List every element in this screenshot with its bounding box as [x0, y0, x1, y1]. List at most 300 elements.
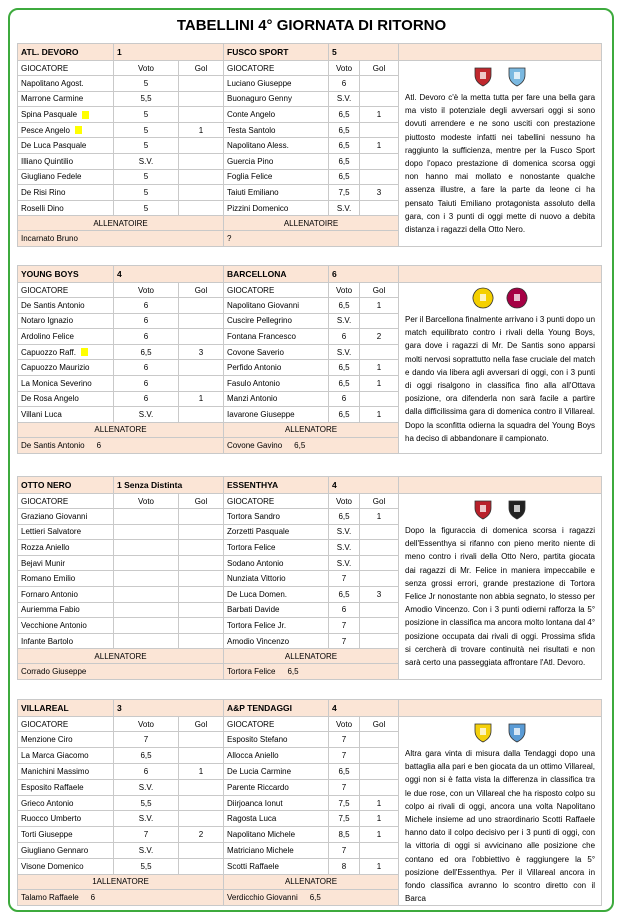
highlight-marker [82, 111, 89, 119]
away-player-vote: 7 [329, 843, 360, 859]
away-player-goals [360, 602, 399, 618]
home-player-name: Esposito Raffaele [18, 779, 114, 795]
home-player-goals [179, 76, 224, 92]
vote-col-header: Voto [114, 283, 179, 298]
match-table [17, 699, 602, 906]
home-player-vote [114, 571, 179, 587]
away-player-name: Cuscire Pellegrino [224, 313, 329, 329]
away-player-goals: 1 [360, 509, 399, 525]
home-player-name: Romano Emilio [18, 571, 114, 587]
team-header-row [18, 44, 602, 61]
away-player-goals: 3 [360, 586, 399, 602]
away-player-vote: 7 [329, 748, 360, 764]
page-title: TABELLINI 4° GIORNATA DI RITORNO [176, 17, 447, 34]
away-player-vote: 6,5 [329, 586, 360, 602]
away-player-name: Nunziata Vittorio [224, 571, 329, 587]
away-coach-label: ALLENATORE [224, 874, 399, 889]
highlight-marker [75, 126, 82, 134]
away-player-name: Sodano Antonio [224, 555, 329, 571]
home-player-vote [114, 586, 179, 602]
home-player-vote [114, 555, 179, 571]
home-player-vote: 6 [114, 329, 179, 345]
away-player-goals [360, 91, 399, 107]
team-header-row [18, 700, 602, 717]
home-coach-cell [18, 437, 224, 453]
away-player-vote: 7,5 [329, 795, 360, 811]
away-player-name: Matriciano Michele [224, 843, 329, 859]
home-player-vote: 6 [114, 360, 179, 376]
away-player-name: Testa Santolo [224, 122, 329, 138]
away-player-goals: 1 [360, 858, 399, 874]
home-player-goals [179, 107, 224, 123]
home-player-name: Rozza Aniello [18, 540, 114, 556]
away-player-vote: 6,5 [329, 360, 360, 376]
away-player-name: De Lucia Carmine [224, 763, 329, 779]
home-player-name: La Marca Giacomo [18, 748, 114, 764]
away-player-goals: 1 [360, 298, 399, 314]
goal-col-header: Gol [360, 717, 399, 732]
home-player-goals [179, 138, 224, 154]
away-player-name: Napolitano Giovanni [224, 298, 329, 314]
away-player-name: Tortora Sandro [224, 509, 329, 525]
home-player-goals [179, 91, 224, 107]
home-coach-name: Incarnato Bruno [21, 234, 78, 244]
column-header-row [18, 717, 602, 732]
home-player-name: De Santis Antonio [18, 298, 114, 314]
home-player-vote [114, 509, 179, 525]
home-coach-vote: 6 [96, 440, 102, 450]
match-table [17, 43, 602, 247]
home-coach-vote: 6 [90, 893, 96, 903]
home-player-vote: 6 [114, 763, 179, 779]
team-header-row [18, 477, 602, 494]
away-player-name: Pizzini Domenico [224, 200, 329, 216]
home-player-goals: 3 [179, 344, 224, 360]
away-player-name: Covone Saverio [224, 344, 329, 360]
home-team-score: 4 [114, 266, 224, 283]
away-coach-name: Verdicchio Giovanni [227, 893, 298, 903]
home-player-goals [179, 200, 224, 216]
home-coach-label: ALLENATOIRE [18, 216, 224, 231]
away-coach-vote: 6,5 [309, 893, 321, 903]
away-player-goals [360, 618, 399, 634]
away-player-vote: 7 [329, 633, 360, 649]
away-player-vote: 6 [329, 329, 360, 345]
away-player-vote: 7,5 [329, 811, 360, 827]
away-player-goals [360, 524, 399, 540]
home-player-goals [179, 329, 224, 345]
home-player-name: Manichini Massimo [18, 763, 114, 779]
away-player-vote: 7,5 [329, 185, 360, 201]
away-coach-cell [224, 437, 399, 453]
home-player-vote: S.V. [114, 843, 179, 859]
home-player-name: Spina Pasquale [21, 109, 78, 119]
away-player-goals: 1 [360, 138, 399, 154]
away-player-vote: 6,5 [329, 169, 360, 185]
away-coach-name: Tortora Felice [227, 667, 276, 677]
away-player-vote: 6,5 [329, 509, 360, 525]
home-player-goals: 2 [179, 827, 224, 843]
home-player-vote [114, 618, 179, 634]
away-player-name: Scotti Raffaele [224, 858, 329, 874]
home-player-vote: 5 [114, 107, 179, 123]
home-player-vote: 6,5 [114, 748, 179, 764]
away-player-vote: S.V. [329, 344, 360, 360]
goal-col-header: Gol [360, 61, 399, 76]
home-player-goals [179, 313, 224, 329]
home-player-vote: 6 [114, 375, 179, 391]
away-player-name: Guercia Pino [224, 153, 329, 169]
away-player-goals [360, 153, 399, 169]
header-blank [399, 700, 602, 717]
away-player-goals: 3 [360, 185, 399, 201]
away-team-name: BARCELLONA [224, 266, 329, 283]
home-player-name: Capuozzo Maurizio [18, 360, 114, 376]
home-coach-cell [18, 664, 224, 680]
home-player-name: Infante Bartolo [18, 633, 114, 649]
home-player-name: Ruocco Umberto [18, 811, 114, 827]
home-team-score: 1 [114, 44, 224, 61]
player-col-header: GIOCATORE [224, 283, 329, 298]
home-player-vote: S.V. [114, 407, 179, 423]
player-col-header: GIOCATORE [224, 717, 329, 732]
home-player-goals [179, 540, 224, 556]
home-coach-label: 1ALLENATORE [18, 874, 224, 889]
home-player-vote [114, 540, 179, 556]
away-player-name: Tortora Felice Jr. [224, 618, 329, 634]
away-player-vote: S.V. [329, 555, 360, 571]
home-player-name: La Monica Severino [18, 375, 114, 391]
away-player-goals: 1 [360, 407, 399, 423]
home-team-name: VILLAREAL [18, 700, 114, 717]
away-player-name: Manzi Antonio [224, 391, 329, 407]
home-player-goals [179, 555, 224, 571]
home-player-goals: 1 [179, 763, 224, 779]
match-narrative-text: Altra gara vinta di misura dalla Tendaggi dopo una battaglia alla pari e ben giocata da un ottimo Villareal, oggi non si è fatta vista la differenza in classifica tra le due rose, con un Villareal che ha risposto colpo su colpo ai rivali di oggi, ancora una volta Napolitano Michele insieme ad uno straordinario Scotti Raffaele hanno dato il colpo decisivo per i 3 punti di oggi, con la vittoria di oggi si avvicinano alle posizione che contano ed ora l'obbiettivo è raggiungere la 5° posizione dell'Essenthya. Per il Villareal ancora in fondo classifica avranno lo scontro diretto con il Barca [405, 749, 596, 904]
home-player-name: Ardolino Felice [18, 329, 114, 345]
vote-col-header: Voto [329, 283, 360, 298]
away-player-goals [360, 843, 399, 859]
home-player-name: Capuozzo Raff. [21, 347, 76, 357]
home-player-name: Marrone Carmine [18, 91, 114, 107]
match-narrative-cell [399, 717, 602, 906]
home-player-name: Bejavi Munir [18, 555, 114, 571]
home-player-goals [179, 169, 224, 185]
away-player-vote: 7 [329, 732, 360, 748]
home-player-name: De Risi Rino [18, 185, 114, 201]
home-player-cell [18, 107, 114, 123]
match-narrative-text: Atl. Devoro c'è la metta tutta per fare una bella gara ma visto il potenziale degli avversari oggi si sono dovuti arrendere e ne sono usciti con prestazione piuttosto modeste infatti nei tabellini nessuno ha raggiunto la sufficienza, mentre per la Fusco Sport dopo l'opaco prestazione di domenica scorsa oggi non hanno mai mollato e nonostante qualche assenza illustre, a fare la parte da leone ci ha pensato Taiuti Emiliano protagonista assoluto della gara, con i 3 punti di oggi mette di nuovo a debita distanza i ragazzi della Otto Nero. [405, 93, 596, 235]
home-player-goals [179, 153, 224, 169]
home-player-name: Torti Giuseppe [18, 827, 114, 843]
player-col-header: GIOCATORE [18, 283, 114, 298]
away-player-vote: S.V. [329, 540, 360, 556]
away-player-goals [360, 633, 399, 649]
column-header-row [18, 283, 602, 298]
away-player-vote: 6,5 [329, 153, 360, 169]
home-coach-name: Corrado Giuseppe [21, 667, 87, 677]
away-team-score: 6 [329, 266, 399, 283]
home-player-name: Vecchione Antonio [18, 618, 114, 634]
away-player-name: Conte Angelo [224, 107, 329, 123]
away-player-name: Diirjoanca Ionut [224, 795, 329, 811]
home-coach-label: ALLENATORE [18, 422, 224, 437]
away-coach-vote: 6,5 [294, 440, 306, 450]
away-player-vote: 6,5 [329, 122, 360, 138]
away-team-logo-icon [506, 287, 528, 309]
player-col-header: GIOCATORE [18, 717, 114, 732]
home-player-goals [179, 185, 224, 201]
away-player-name: Amodio Vincenzo [224, 633, 329, 649]
away-player-goals: 1 [360, 360, 399, 376]
away-player-vote: 6,5 [329, 763, 360, 779]
team-logos [405, 287, 595, 311]
vote-col-header: Voto [114, 494, 179, 509]
away-player-goals [360, 313, 399, 329]
column-header-row [18, 494, 602, 509]
away-player-vote: 6,5 [329, 138, 360, 154]
home-player-vote: 5 [114, 200, 179, 216]
match-narrative-cell [399, 283, 602, 454]
home-player-vote: 5,5 [114, 795, 179, 811]
home-player-vote: 5,5 [114, 858, 179, 874]
home-player-goals [179, 602, 224, 618]
away-player-name: Allocca Aniello [224, 748, 329, 764]
away-player-vote: 7 [329, 779, 360, 795]
away-coach-name: ? [227, 234, 232, 244]
home-player-name: Giugliano Gennaro [18, 843, 114, 859]
away-player-name: Parente Riccardo [224, 779, 329, 795]
home-player-vote: 5 [114, 138, 179, 154]
away-player-vote: 6,5 [329, 407, 360, 423]
away-player-vote: 6,5 [329, 107, 360, 123]
home-player-goals: 1 [179, 122, 224, 138]
away-player-vote: S.V. [329, 91, 360, 107]
away-team-logo-icon [506, 498, 528, 520]
home-player-cell [18, 344, 114, 360]
home-player-vote: S.V. [114, 153, 179, 169]
match-narrative-cell [399, 61, 602, 247]
home-team-logo-icon [472, 65, 494, 87]
home-player-goals [179, 843, 224, 859]
home-player-name: Lettieri Salvatore [18, 524, 114, 540]
home-player-vote: 7 [114, 827, 179, 843]
away-player-name: Esposito Stefano [224, 732, 329, 748]
away-player-name: Perfido Antonio [224, 360, 329, 376]
away-player-goals [360, 76, 399, 92]
home-player-name: Roselli Dino [18, 200, 114, 216]
home-player-goals [179, 748, 224, 764]
home-player-name: Grieco Antonio [18, 795, 114, 811]
home-player-vote: 6 [114, 298, 179, 314]
team-logos [405, 65, 595, 89]
away-team-name: FUSCO SPORT [224, 44, 329, 61]
home-team-logo-icon [472, 498, 494, 520]
away-player-vote: 7 [329, 618, 360, 634]
away-player-vote: 6 [329, 391, 360, 407]
away-player-goals [360, 200, 399, 216]
home-player-goals [179, 633, 224, 649]
away-player-goals: 1 [360, 795, 399, 811]
home-player-name: De Luca Pasquale [18, 138, 114, 154]
home-player-name: Illiano Quintilio [18, 153, 114, 169]
home-player-goals [179, 795, 224, 811]
away-coach-label: ALLENATOIRE [224, 216, 399, 231]
away-player-name: Barbati Davide [224, 602, 329, 618]
away-player-goals [360, 748, 399, 764]
home-player-vote: S.V. [114, 779, 179, 795]
away-player-name: Luciano Giuseppe [224, 76, 329, 92]
away-coach-label: ALLENATORE [224, 422, 399, 437]
away-player-name: Ragosta Luca [224, 811, 329, 827]
home-player-name: Graziano Giovanni [18, 509, 114, 525]
player-col-header: GIOCATORE [18, 494, 114, 509]
away-player-name: De Luca Domen. [224, 586, 329, 602]
vote-col-header: Voto [329, 61, 360, 76]
player-col-header: GIOCATORE [18, 61, 114, 76]
home-player-name: Napolitano Agost. [18, 76, 114, 92]
away-player-vote: S.V. [329, 313, 360, 329]
home-team-logo-icon [472, 721, 494, 743]
column-header-row [18, 61, 602, 76]
home-player-cell [18, 122, 114, 138]
home-player-name: Fornaro Antonio [18, 586, 114, 602]
away-player-name: Fontana Francesco [224, 329, 329, 345]
home-player-goals [179, 618, 224, 634]
home-player-name: Visone Domenico [18, 858, 114, 874]
away-player-name: Fasulo Antonio [224, 375, 329, 391]
home-player-vote: 6,5 [114, 344, 179, 360]
home-player-goals [179, 571, 224, 587]
away-team-score: 4 [329, 477, 399, 494]
home-coach-name: De Santis Antonio [21, 440, 85, 450]
home-player-name: Auriemma Fabio [18, 602, 114, 618]
home-player-vote: S.V. [114, 811, 179, 827]
goal-col-header: Gol [360, 494, 399, 509]
away-player-goals [360, 540, 399, 556]
home-player-vote: 7 [114, 732, 179, 748]
away-player-name: Taiuti Emiliano [224, 185, 329, 201]
away-coach-name: Covone Gavino [227, 440, 283, 450]
away-team-logo-icon [506, 721, 528, 743]
home-player-goals [179, 407, 224, 423]
home-player-vote: 5 [114, 185, 179, 201]
home-player-goals [179, 811, 224, 827]
away-team-score: 4 [329, 700, 399, 717]
away-player-vote: 6,5 [329, 375, 360, 391]
away-coach-vote: 6,5 [287, 667, 299, 677]
player-col-header: GIOCATORE [224, 494, 329, 509]
away-team-score: 5 [329, 44, 399, 61]
away-player-goals: 1 [360, 107, 399, 123]
away-player-name: Napolitano Michele [224, 827, 329, 843]
home-team-name: YOUNG BOYS [18, 266, 114, 283]
home-player-name: De Rosa Angelo [18, 391, 114, 407]
vote-col-header: Voto [114, 61, 179, 76]
away-player-name: Napolitano Aless. [224, 138, 329, 154]
home-player-vote [114, 602, 179, 618]
away-player-goals [360, 344, 399, 360]
header-blank [399, 477, 602, 494]
away-player-name: Zorzetti Pasquale [224, 524, 329, 540]
away-coach-cell [224, 664, 399, 680]
away-player-goals [360, 391, 399, 407]
away-player-goals [360, 779, 399, 795]
header-blank [399, 44, 602, 61]
player-col-header: GIOCATORE [224, 61, 329, 76]
home-coach-label: ALLENATORE [18, 649, 224, 664]
home-player-name: Pesce Angelo [21, 125, 70, 135]
match-narrative-text: Dopo la figuraccia di domenica scorsa i ragazzi dell'Essenthya si rifanno con pieno merito niente di meno contro i rivali della Otto Nero, partita giocata dai ragazzi di Mr. Felice in maniera impeccabile e senza grossi errori, grande prestazione di Tortora Felice Jr nonostante non abbia segnato, lo stesso per Amodio Vincenzo. Con i 3 punti odierni rafforza la 5° posizione in classifica ma ancora molto lontana dal 4° posizione occupata dai rivali di oggi. Prossima sfida si cercherà di trovare continuità nei risultati e non sarà certo una passeggiata affrontare l'Atl. Devoro. [405, 526, 596, 668]
away-player-vote: 8 [329, 858, 360, 874]
team-logos [405, 721, 595, 745]
goal-col-header: Gol [179, 283, 224, 298]
goal-col-header: Gol [360, 283, 399, 298]
goal-col-header: Gol [179, 717, 224, 732]
home-player-goals [179, 298, 224, 314]
highlight-marker [81, 348, 88, 356]
away-player-name: Foglia Felice [224, 169, 329, 185]
home-player-vote [114, 524, 179, 540]
away-player-vote: 7 [329, 571, 360, 587]
away-team-logo-icon [506, 65, 528, 87]
away-player-vote: 6 [329, 76, 360, 92]
home-player-goals [179, 524, 224, 540]
away-player-vote: S.V. [329, 524, 360, 540]
home-team-score: 3 [114, 700, 224, 717]
goal-col-header: Gol [179, 494, 224, 509]
home-team-score: 1 Senza Distinta [114, 477, 224, 494]
match-table [17, 476, 602, 680]
away-player-goals: 2 [360, 329, 399, 345]
goal-col-header: Gol [179, 61, 224, 76]
away-player-vote: S.V. [329, 200, 360, 216]
away-player-goals: 1 [360, 827, 399, 843]
home-player-goals: 1 [179, 391, 224, 407]
away-player-goals [360, 571, 399, 587]
home-player-vote: 6 [114, 391, 179, 407]
vote-col-header: Voto [329, 717, 360, 732]
match-table [17, 265, 602, 454]
away-player-goals [360, 122, 399, 138]
home-player-goals [179, 509, 224, 525]
away-coach-cell [224, 231, 399, 247]
away-player-goals [360, 555, 399, 571]
home-player-goals [179, 375, 224, 391]
home-player-name: Giugliano Fedele [18, 169, 114, 185]
match-narrative-text: Per il Barcellona finalmente arrivano i 3 punti dopo un match equilibrato contro i rivali della Young Boys, gara dove i ragazzi di Mr. De Santis sono apparsi molti nervosi soprattutto nella fase cruciale del match e dando via libera agli avversari di oggi, con i 3 punti di oggi risalgono in classifica fino alla all'Ottava posizione, ora difenderla non sarà facile a partire dalla difficilissima gara di domenica contro il Villareal. Dopo la sconfitta odierna la squadra del Young Boys ha deciso di abbandonare il campionato. [405, 315, 596, 443]
away-player-name: Tortora Felice [224, 540, 329, 556]
away-player-vote: 6,5 [329, 298, 360, 314]
away-player-vote: 6 [329, 602, 360, 618]
home-player-goals [179, 858, 224, 874]
away-player-goals [360, 763, 399, 779]
match-narrative-cell [399, 494, 602, 680]
home-player-vote: 6 [114, 313, 179, 329]
away-player-goals [360, 169, 399, 185]
home-player-vote [114, 633, 179, 649]
away-team-name: ESSENTHYA [224, 477, 329, 494]
home-player-name: Villani Luca [18, 407, 114, 423]
home-coach-cell [18, 890, 224, 906]
home-player-vote: 5 [114, 169, 179, 185]
away-player-goals: 1 [360, 811, 399, 827]
home-player-goals [179, 779, 224, 795]
away-player-name: Iavarone Giuseppe [224, 407, 329, 423]
home-player-goals [179, 360, 224, 376]
vote-col-header: Voto [329, 494, 360, 509]
header-blank [399, 266, 602, 283]
